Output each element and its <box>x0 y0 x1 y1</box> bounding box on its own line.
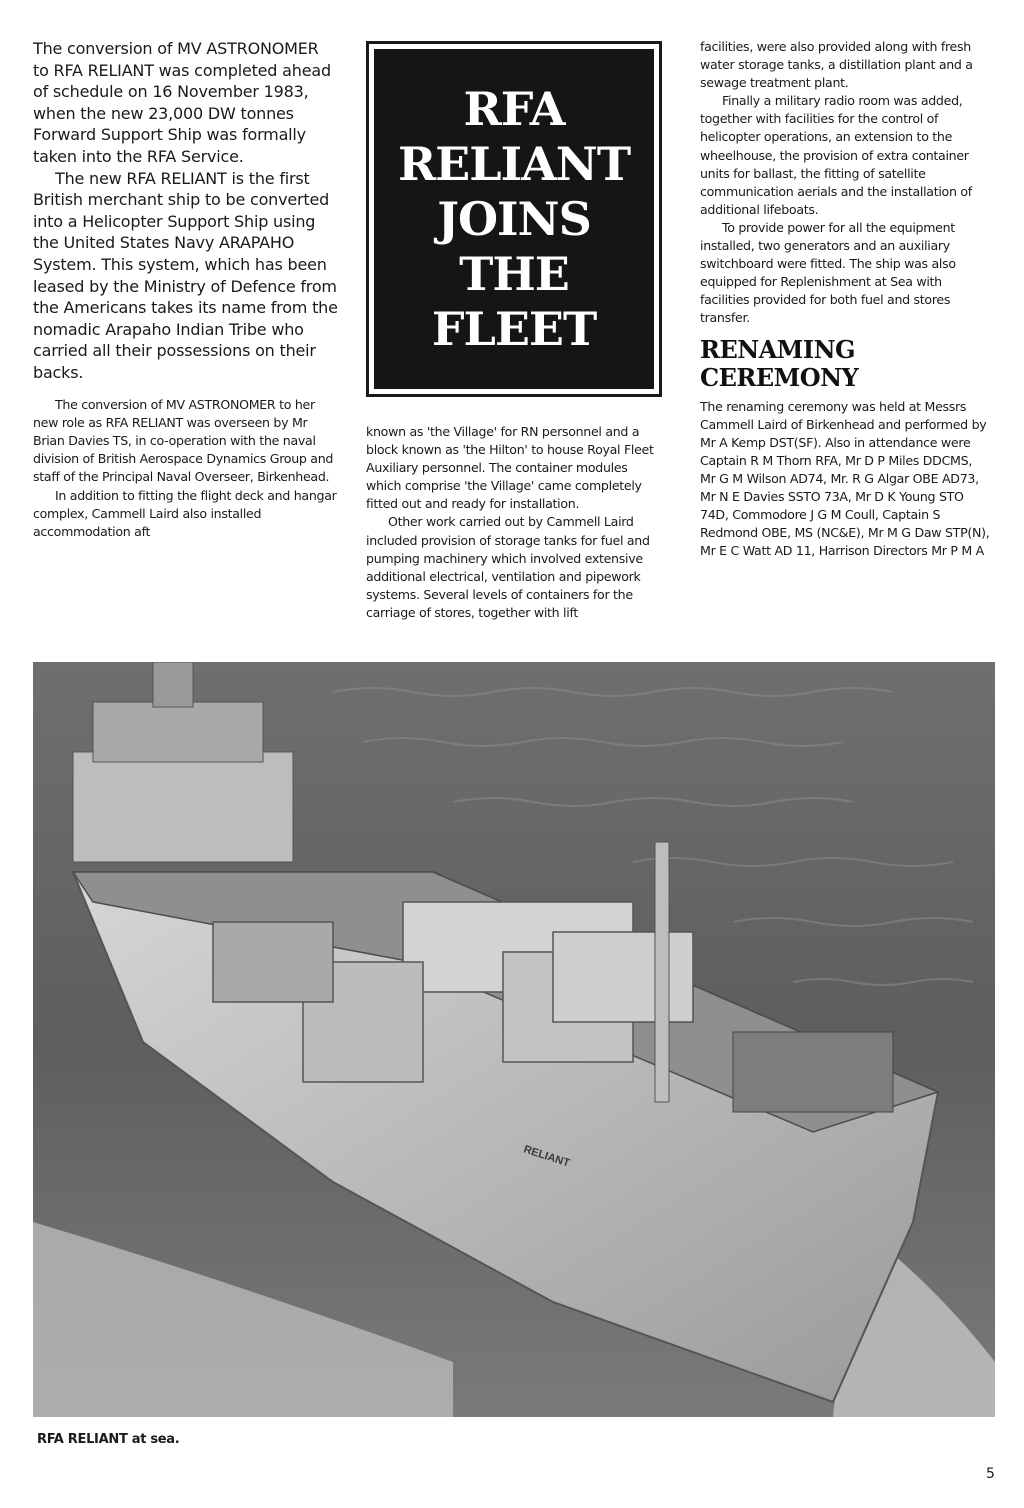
title-box <box>366 41 662 397</box>
title-line-4: THE <box>459 246 569 301</box>
body-paragraph-power: To provide power for all the equipment installed, two generators and an auxiliary switchboard were fitted. The ship was also equipped for Replenishment at Sea with facilities provided for both fuel and stores transfer. <box>700 219 956 326</box>
hull-name-text: RELIANT <box>522 1143 572 1170</box>
ship-photo-illustration <box>33 662 995 1417</box>
body-paragraph-ceremony: The renaming ceremony was held at Messrs Cammell Laird of Birkenhead and performed by Mr A Kemp DST(SF). Also in attendance were Captain R M Thorn RFA, Mr D P Miles DDCMS, Mr G M Wilson AD74, Mr. R G Algar OBE AD73, Mr N E Davies SSTO 73A, Mr D K Young STO 74D, Commodore J G M Coull, Captain S Redmond OBE, MS (NC&E), Mr M G Daw STP(N), Mr E C Watt AD 11, Harrison Directors Mr P M A <box>700 398 990 559</box>
title-line-3: JOINS <box>437 191 591 246</box>
title-line-5: FLEET <box>431 301 597 356</box>
ship-photo <box>33 662 995 1417</box>
title-line-1: RFA <box>463 81 565 136</box>
title-line-2: RELIANT <box>397 136 631 191</box>
body-paragraph-other-work: Other work carried out by Cammell Laird included provision of storage tanks for fuel and pumping machinery which involved extensive additional electrical, ventilation and pipework systems. Several levels of containers for the carriage of stores, together with lift <box>366 514 650 620</box>
intro-paragraph-2: The new RFA RELIANT is the first British merchant ship to be converted into a Helicopter Support Ship using the United States Navy ARAPAHO System. This system, which has been leased by the Ministry of Defence from the Americans takes its name from the nomadic Arapaho Indian Tribe who carried all their possessions on their backs. <box>33 168 338 382</box>
column-1 <box>33 38 338 541</box>
body-paragraph-village: known as 'the Village' for RN personnel and a block known as 'the Hilton' to house Royal Fleet Auxiliary personnel. The container modules which comprise 'the Village' came completely fitted out and ready for installation. <box>366 424 654 512</box>
column-3 <box>700 38 990 560</box>
title-panel <box>374 49 654 389</box>
section-heading-renaming: RENAMING CEREMONY <box>700 334 859 392</box>
photo-caption: RFA RELIANT at sea. <box>37 1432 180 1447</box>
body-paragraph-flight-deck: In addition to fitting the flight deck and hangar complex, Cammell Laird also installed accommodation aft <box>33 487 337 539</box>
intro-paragraph-1: The conversion of MV ASTRONOMER to RFA RELIANT was completed ahead of schedule on 16 November 1983, when the new 23,000 DW tonnes Forward Support Ship was formally taken into the RFA Service. <box>33 39 331 166</box>
body-paragraph-conversion: The conversion of MV ASTRONOMER to her new role as RFA RELIANT was overseen by Mr Brian Davies TS, in co-operation with the naval division of British Aerospace Dynamics Group and staff of the Principal Naval Overseer, Birkenhead. <box>33 396 334 485</box>
page-number: 5 <box>986 1466 995 1482</box>
body-paragraph-radio-room: Finally a military radio room was added, together with facilities for the control of helicopter operations, an extension to the wheelhouse, the provision of extra container units for ballast, the fitting of satellite communication aerials and the installation of additional lifeboats. <box>700 93 972 217</box>
body-paragraph-facilities: facilities, were also provided along with fresh water storage tanks, a distillation plant and a sewage treatment plant. <box>700 39 973 91</box>
column-2 <box>366 38 666 622</box>
